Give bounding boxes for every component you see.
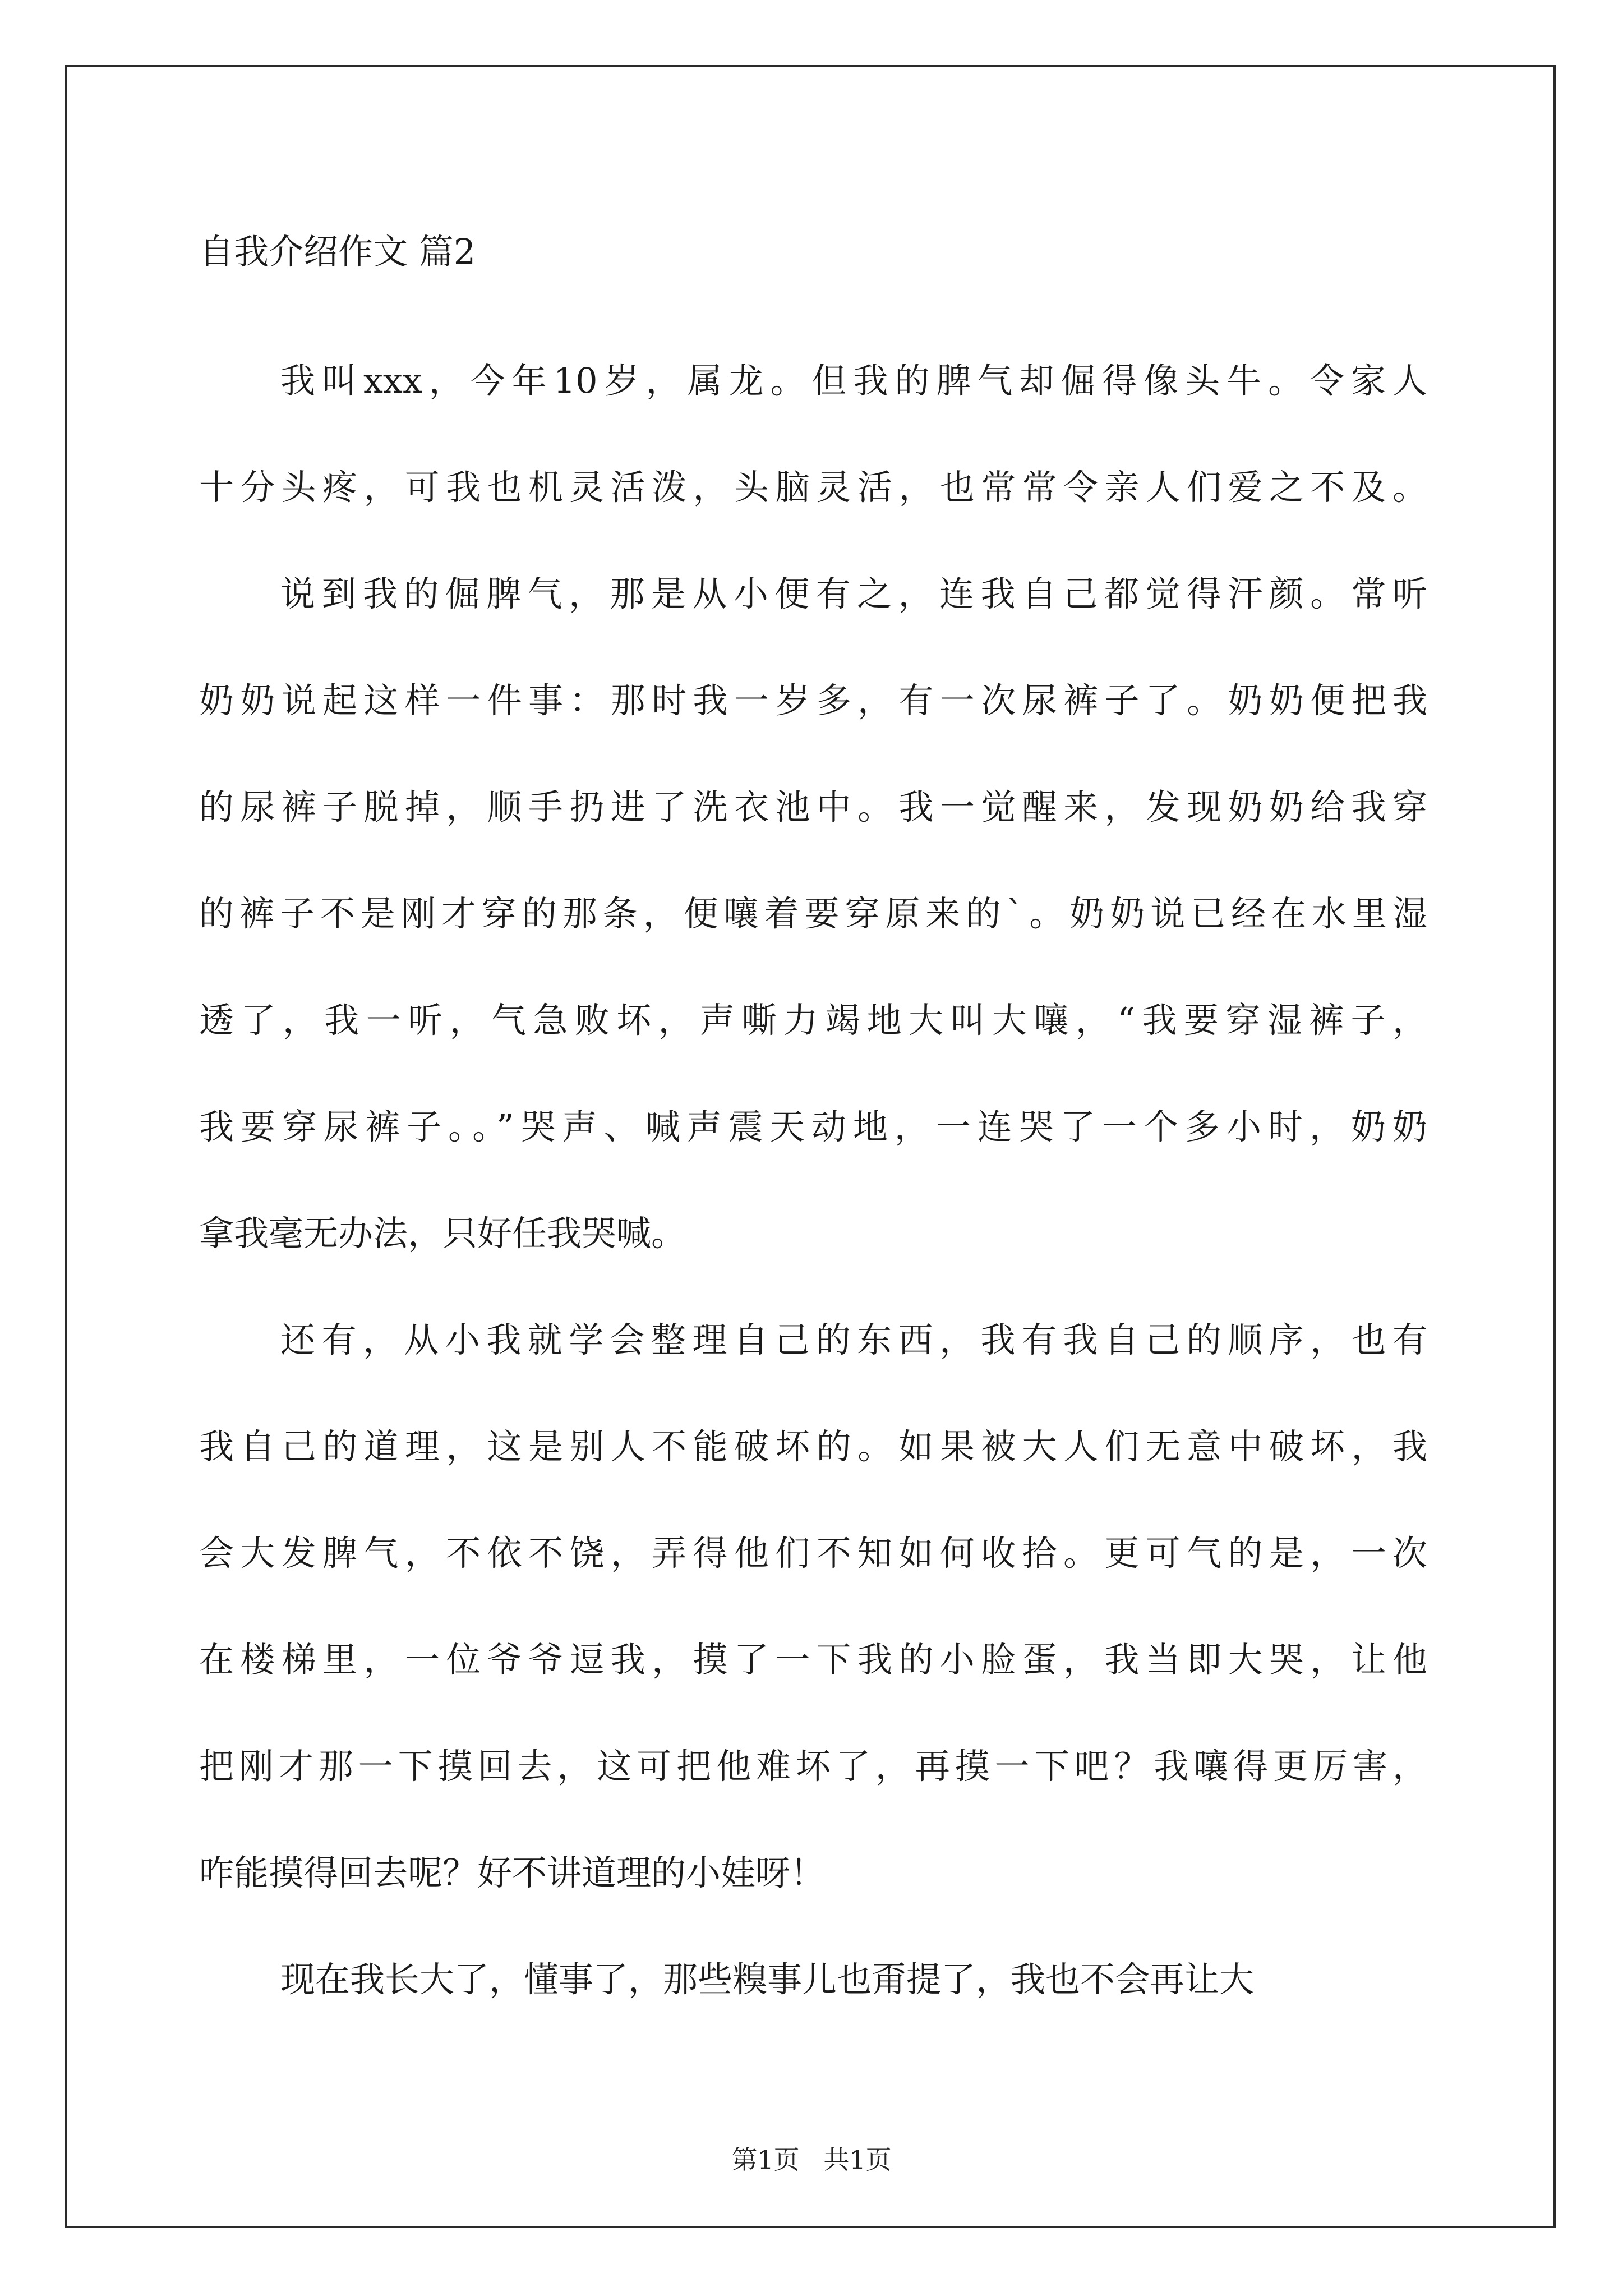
document-title: 自我介绍作文 篇2: [199, 231, 476, 272]
page-footer: [0, 2143, 1623, 2177]
text-line: 咋能摸得回去呢？好不讲道理的小娃呀！: [199, 1852, 826, 1893]
text-line: 的尿裤子脱掉，顺手扔进了洗衣池中。我一觉醒来，发现奶奶给我穿: [199, 786, 1427, 827]
text-line: 我要穿尿裤子。。”哭声、喊声震天动地，一连哭了一个多小时，奶奶: [199, 1106, 1427, 1147]
page-number-current: 第1页: [731, 2145, 800, 2175]
text-line: 会大发脾气，不依不饶，弄得他们不知如何收拾。更可气的是，一次: [199, 1533, 1427, 1573]
text-line: 说到我的倔脾气，那是从小便有之，连我自己都觉得汗颜。常听: [280, 573, 1427, 614]
paragraph-1: [199, 328, 1427, 541]
document-body: [199, 221, 1427, 2033]
text-line: 我自己的道理，这是别人不能破坏的。如果被大人们无意中破坏，我: [199, 1426, 1427, 1467]
text-line: 奶奶说起这样一件事：那时我一岁多，有一次尿裤子了。奶奶便把我: [199, 680, 1427, 721]
text-line: 现在我长大了，懂事了，那些糗事儿也甭提了，我也不会再让大: [280, 1959, 1255, 2000]
text-line: 我叫xxx，今年10岁，属龙。但我的脾气却倔得像头牛。令家人: [280, 360, 1427, 401]
text-line: 透了，我一听，气急败坏，声嘶力竭地大叫大嚷，“我要穿湿裤子，: [199, 1000, 1427, 1041]
paragraph-3: [199, 1287, 1427, 1926]
page-number-total: 共1页: [823, 2145, 892, 2175]
text-line: 在楼梯里，一位爷爷逗我，摸了一下我的小脸蛋，我当即大哭，让他: [199, 1639, 1427, 1680]
text-line: 拿我毫无办法，只好任我哭喊。: [199, 1213, 686, 1254]
text-line: 把刚才那一下摸回去，这可把他难坏了，再摸一下吧？我嚷得更厉害，: [199, 1746, 1427, 1787]
text-line: 的裤子不是刚才穿的那条，便嚷着要穿原来的`。奶奶说已经在水里湿: [199, 893, 1427, 934]
text-line: 还有，从小我就学会整理自己的东西，我有我自己的顺序，也有: [280, 1319, 1427, 1360]
paragraph-4: [199, 1926, 1427, 2033]
paragraph-2: [199, 541, 1427, 1287]
text-line: 十分头疼，可我也机灵活泼，头脑灵活，也常常令亲人们爱之不及。: [199, 467, 1427, 508]
